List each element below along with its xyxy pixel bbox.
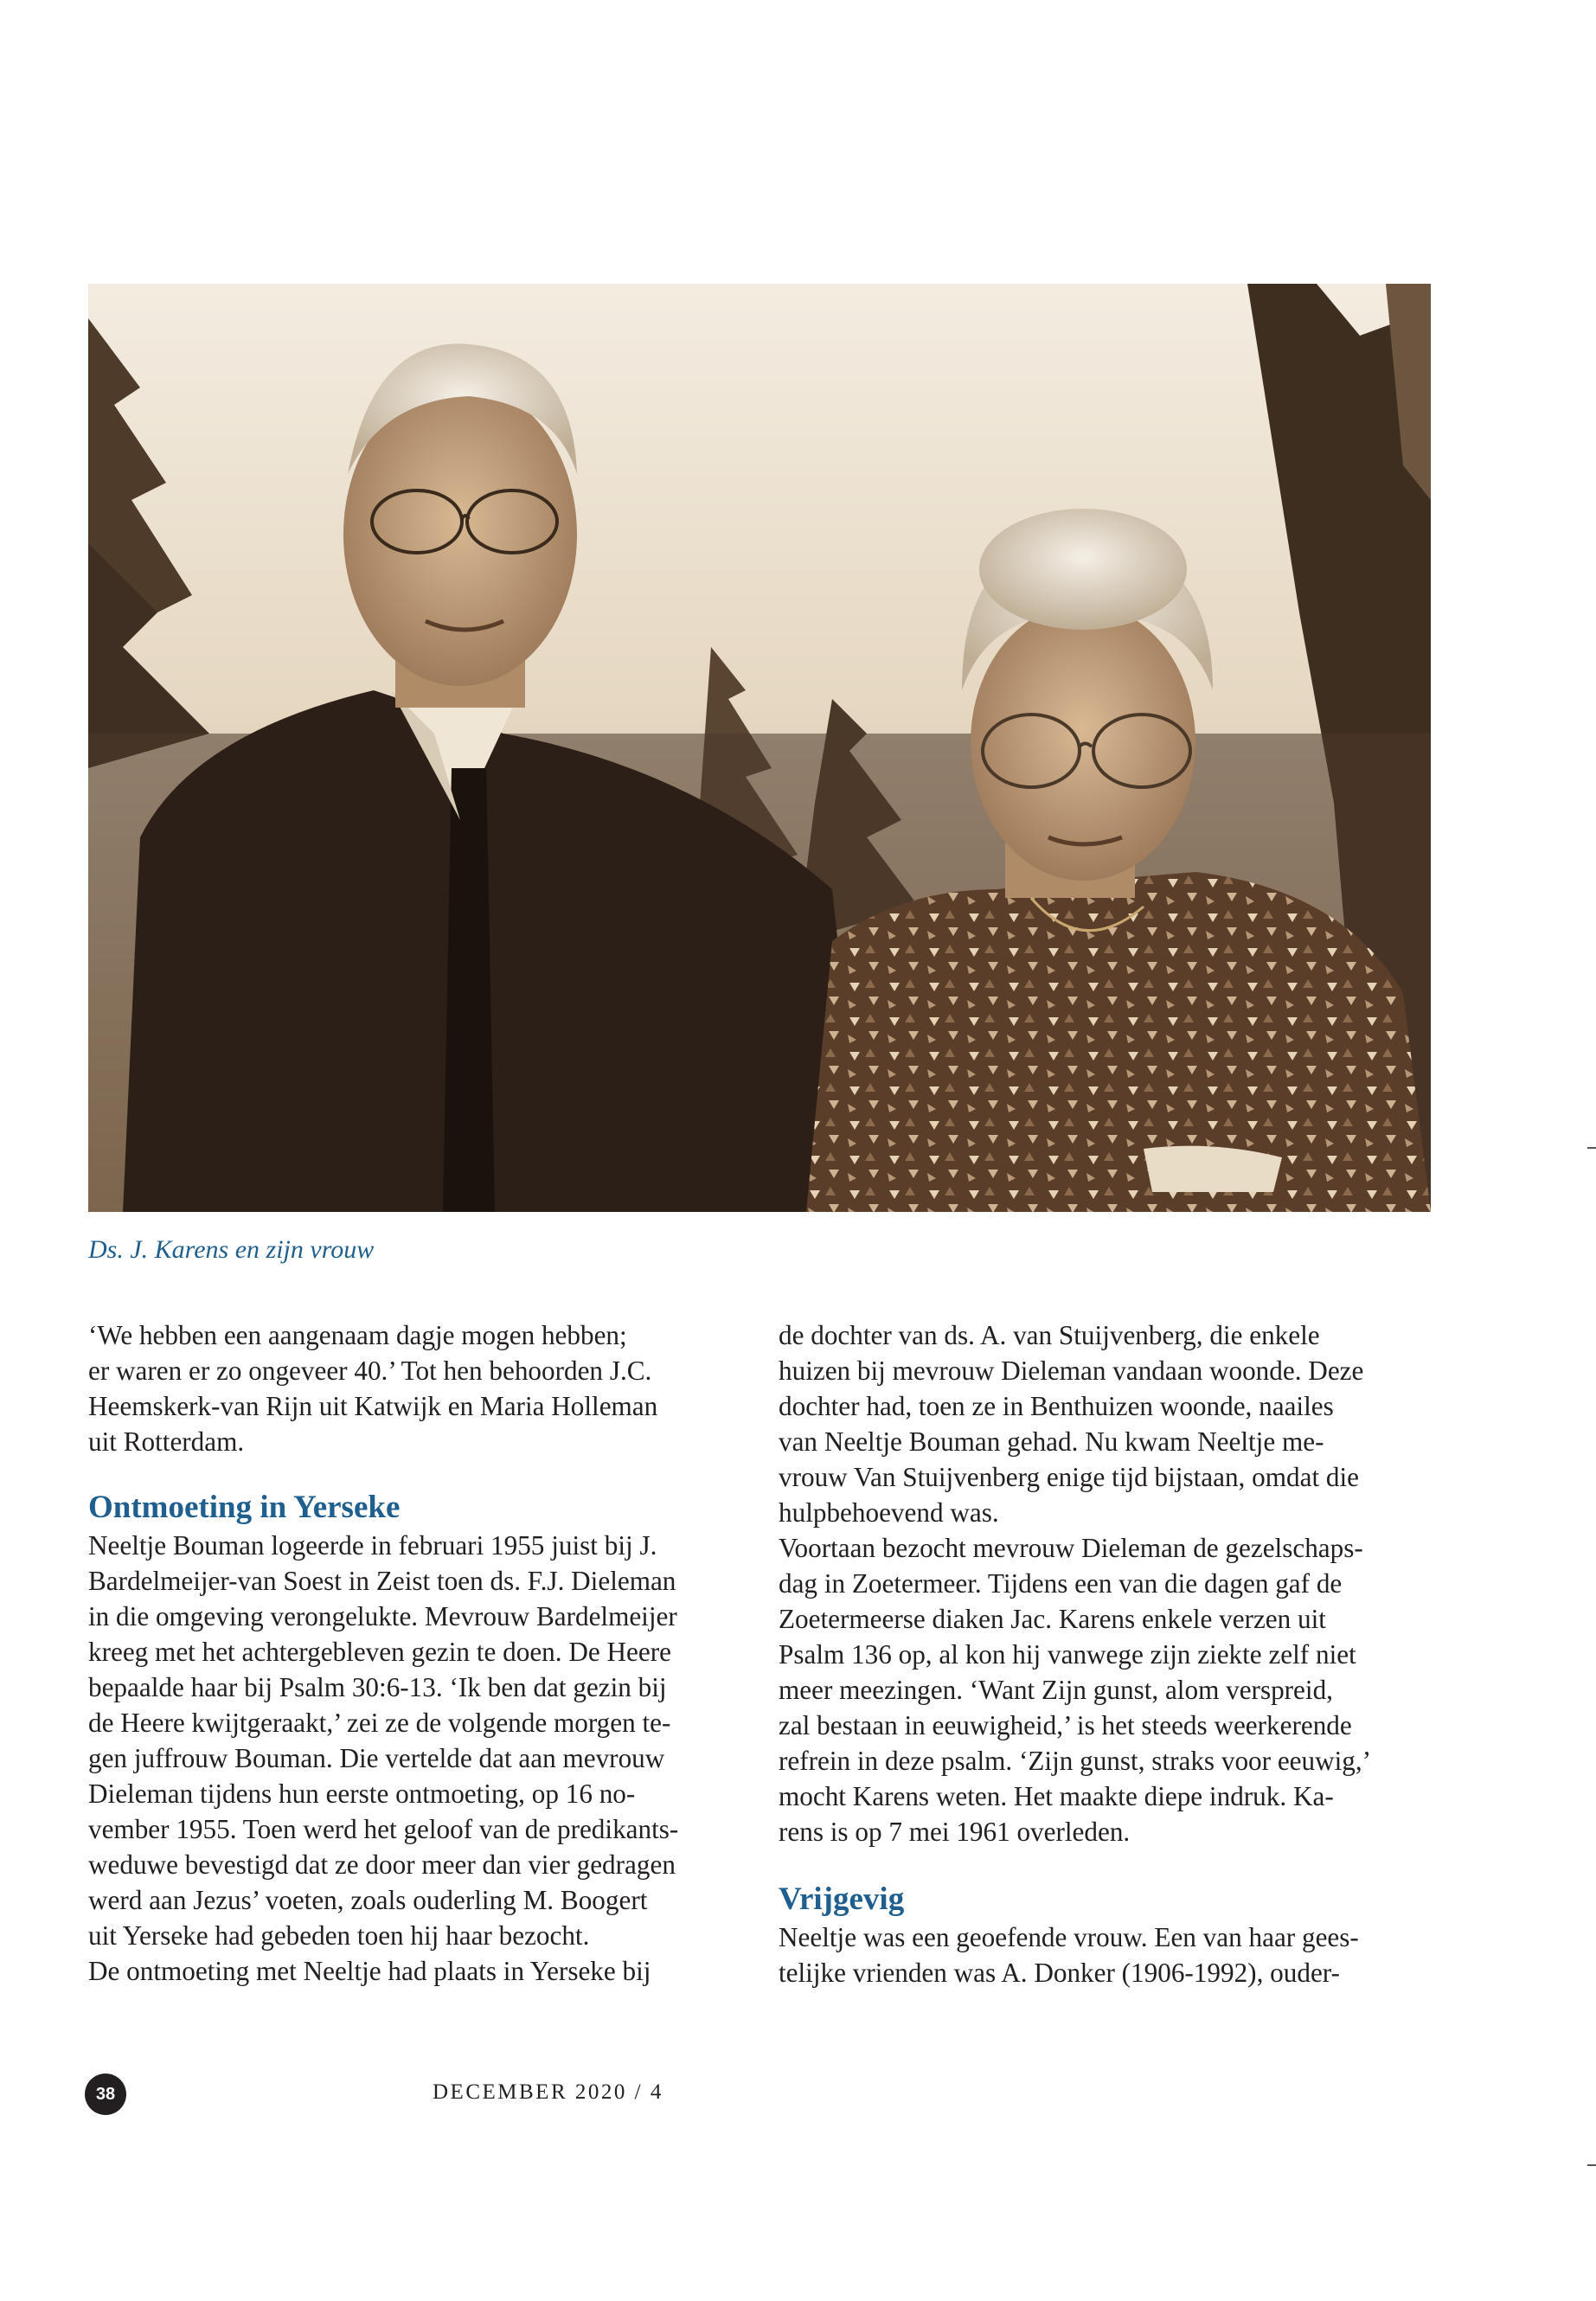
text-line: weduwe bevestigd dat ze door meer dan vier gedragen (88, 1849, 676, 1880)
text-line: dochter had, toen ze in Benthuizen woonde, naailes (779, 1391, 1334, 1421)
text-line: van Neeltje Bouman gehad. Nu kwam Neeltje me- (779, 1426, 1324, 1457)
paragraph (88, 1317, 772, 1459)
paragraph (779, 1317, 1462, 1849)
text-line: Zoetermeerse diaken Jac. Karens enkele verzen uit (779, 1604, 1326, 1634)
text-line: bepaalde haar bij Psalm 30:6-13. ‘Ik ben dat gezin bij (88, 1672, 667, 1702)
text-line: zal bestaan in eeuwigheid,’ is het steeds weerkerende (779, 1710, 1352, 1740)
text-line: meer meezingen. ‘Want Zijn gunst, alom verspreid, (779, 1675, 1333, 1705)
text-line: rens is op 7 mei 1961 overleden. (779, 1817, 1131, 1847)
text-line: Dieleman tijdens hun eerste ontmoeting, op 16 no- (88, 1779, 636, 1809)
text-line: Neeltje was een geoefende vrouw. Een van haar gees- (779, 1922, 1359, 1952)
text-line: mocht Karens weten. Het maakte diepe indruk. Ka- (779, 1781, 1334, 1811)
crop-mark (1587, 2164, 1596, 2166)
paragraph (779, 1920, 1462, 1990)
text-line: Heemskerk-van Rijn uit Katwijk en Maria Holleman (88, 1391, 658, 1421)
text-line: Bardelmeijer-van Soest in Zeist toen ds. F.J. Dieleman (88, 1566, 676, 1596)
photo-caption: Ds. J. Karens en zijn vrouw (88, 1235, 375, 1264)
text-line: Voortaan bezocht mevrouw Dieleman de gezelschaps- (779, 1533, 1363, 1563)
section-heading: Ontmoeting in Yerseke (88, 1490, 401, 1525)
right-column (779, 1317, 1462, 1990)
portrait-couple-photo (88, 284, 1431, 1212)
text-line: kreeg met het achtergebleven gezin te doen. De Heere (88, 1637, 671, 1667)
page-number: 38 (85, 2073, 126, 2115)
text-line: er waren er zo ongeveer 40.’ Tot hen behoorden J.C. (88, 1356, 652, 1386)
text-line: werd aan Jezus’ voeten, zoals ouderling M. Boogert (88, 1885, 648, 1915)
text-line: uit Yerseke had gebeden toen hij haar bezocht. (88, 1920, 590, 1951)
text-line: refrein in deze psalm. ‘Zijn gunst, straks voor eeuwig,’ (779, 1746, 1372, 1776)
text-line: de dochter van ds. A. van Stuijvenberg, die enkele (779, 1320, 1320, 1350)
page-footer (85, 2073, 777, 2115)
issue-label: DECEMBER 2020 / 4 (433, 2080, 663, 2104)
left-column (88, 1317, 772, 1989)
text-line: uit Rotterdam. (88, 1426, 245, 1457)
text-line: Psalm 136 op, al kon hij vanwege zijn ziekte zelf niet (779, 1639, 1356, 1670)
text-line: de Heere kwijtgeraakt,’ zei ze de volgende morgen te- (88, 1708, 671, 1738)
text-line: vrouw Van Stuijvenberg enige tijd bijstaan, omdat die (779, 1462, 1360, 1492)
text-line: dag in Zoetermeer. Tijdens een van die dagen gaf de (779, 1568, 1343, 1599)
section-heading: Vrijgevig (779, 1881, 905, 1917)
text-line: vember 1955. Toen werd het geloof van de predikants- (88, 1814, 679, 1844)
paragraph (88, 1528, 772, 1989)
text-line: De ontmoeting met Neeltje had plaats in Yerseke bij (88, 1956, 651, 1986)
text-line: huizen bij mevrouw Dieleman vandaan woonde. Deze (779, 1356, 1364, 1386)
crop-mark (1587, 1147, 1596, 1149)
text-line: in die omgeving verongelukte. Mevrouw Bardelmeijer (88, 1601, 677, 1631)
text-line: Neeltje Bouman logeerde in februari 1955 juist bij J. (88, 1530, 657, 1561)
text-line: hulpbehoevend was. (779, 1497, 999, 1528)
text-line: gen juffrouw Bouman. Die vertelde dat aan mevrouw (88, 1743, 665, 1773)
text-line: telijke vrienden was A. Donker (1906-1992), ouder- (779, 1958, 1340, 1988)
text-line: ‘We hebben een aangenaam dagje mogen hebben; (88, 1320, 627, 1350)
